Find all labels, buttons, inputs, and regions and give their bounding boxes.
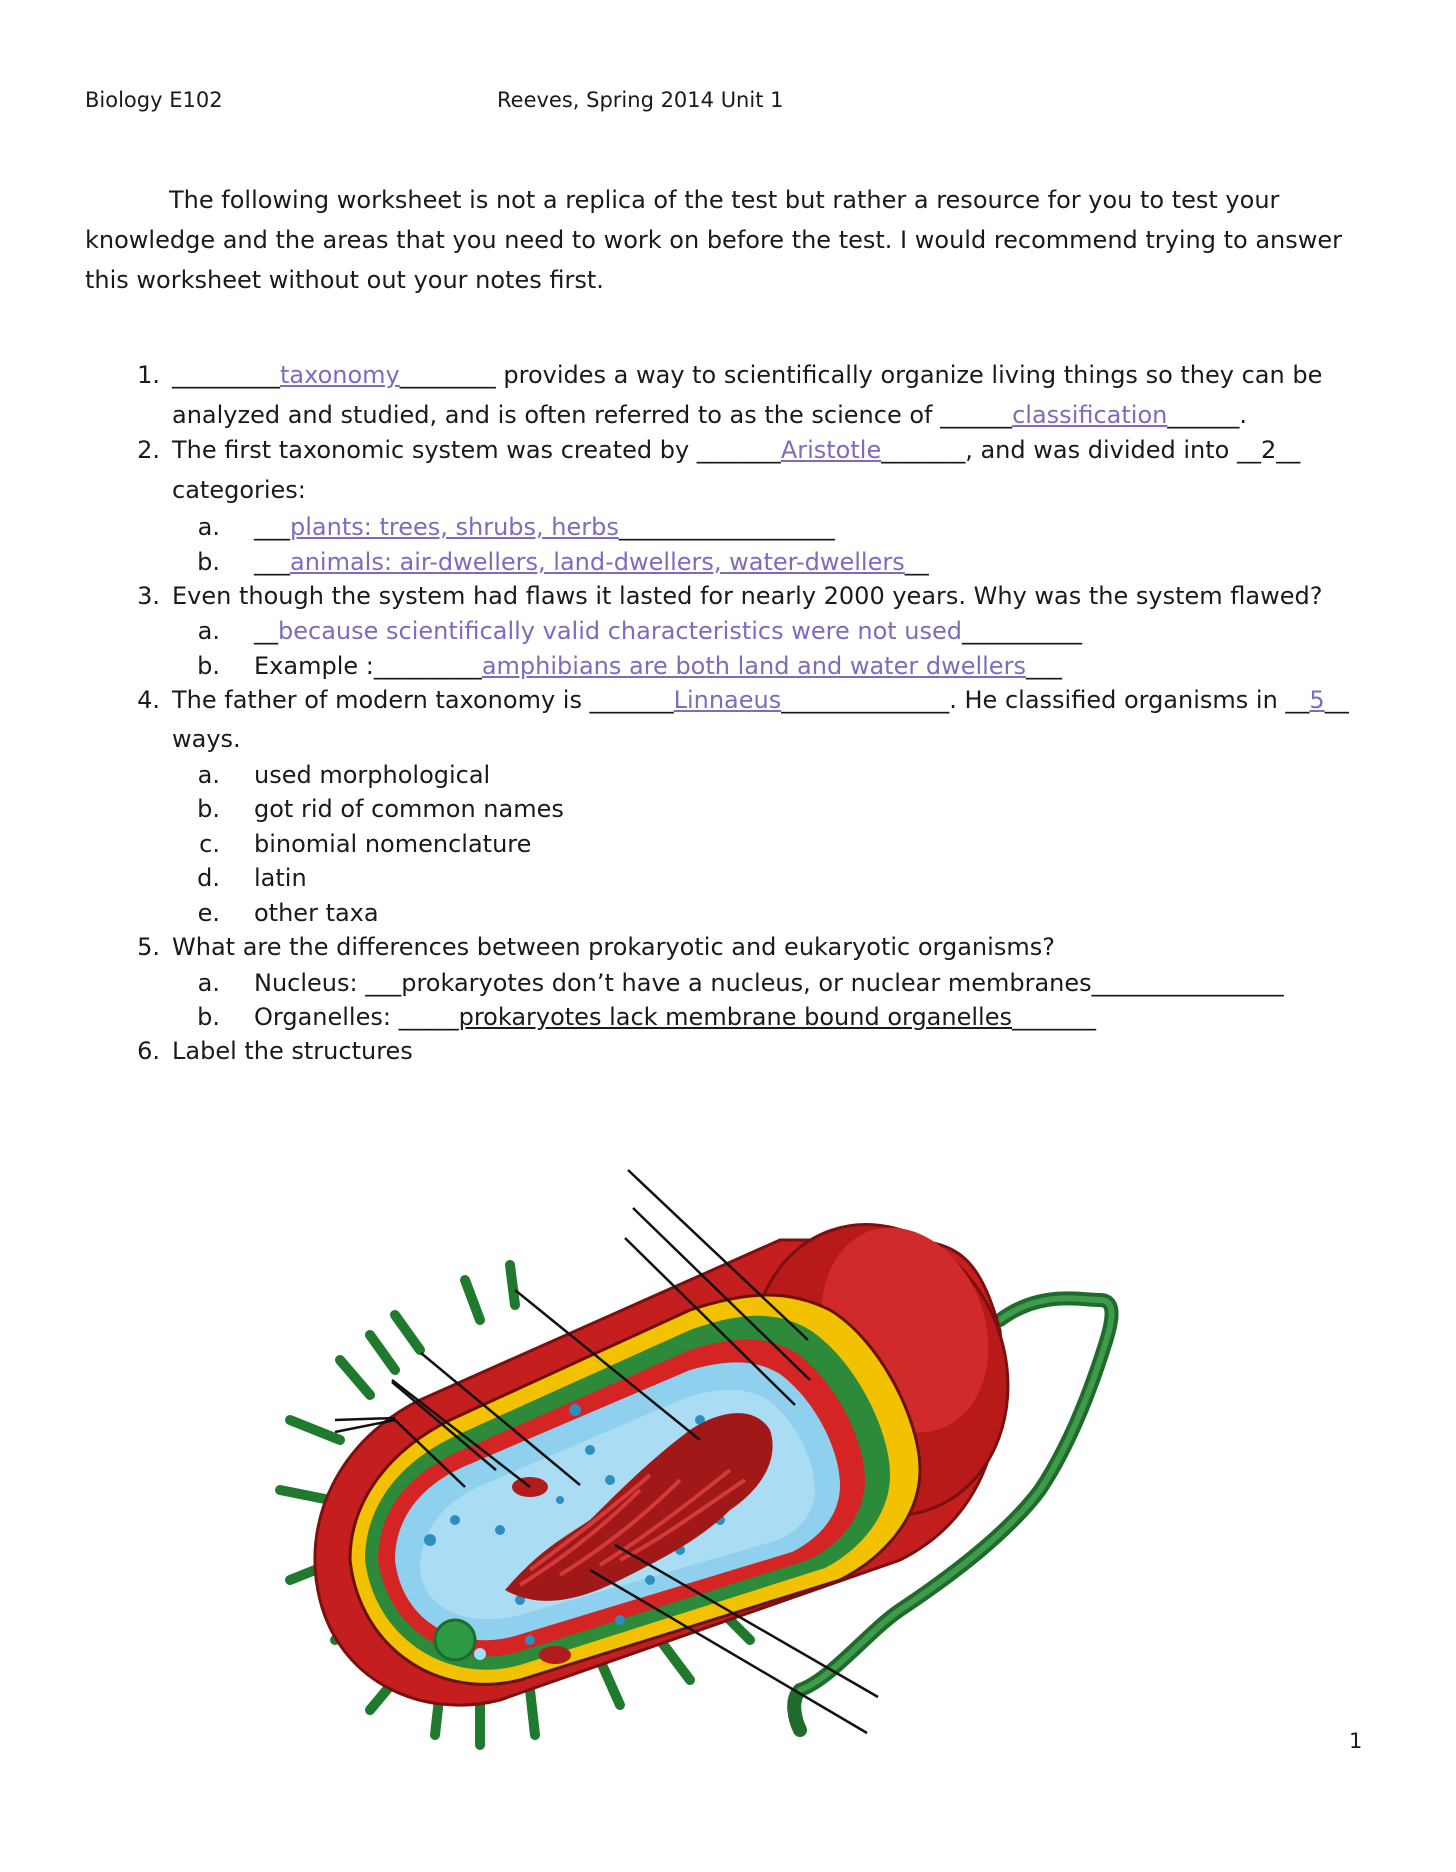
question-text: ________ provides a way to scientifically organize living things so they can be	[399, 361, 1323, 389]
question-number: 3.	[137, 582, 160, 610]
list-item: used morphological	[254, 761, 491, 789]
question-text: What are the differences between prokaryotic and eukaryotic organisms?	[172, 933, 1055, 961]
sub-label: a.	[197, 513, 220, 541]
list-item: latin	[254, 864, 307, 892]
blank: __________	[962, 617, 1083, 645]
blank: __	[254, 617, 278, 645]
intro-text: The following worksheet is not a replica of the test but rather a resource for you to test your knowledge and the areas that you need to work on before the test. I would recommend trying to answer this worksheet without out your notes first.	[85, 186, 1343, 294]
question-number: 6.	[137, 1037, 160, 1065]
sub-label: d.	[197, 864, 220, 892]
question-text: Organelles: _____	[254, 1003, 459, 1031]
question-text: Even though the system had flaws it lasted for nearly 2000 years. Why was the system flawed?	[172, 582, 1323, 610]
blank: _________	[172, 361, 280, 389]
question-4-line-2: ways.	[172, 725, 241, 753]
answer-2: 2	[1260, 436, 1277, 464]
blank: ______.	[1167, 401, 1247, 429]
blank: ___	[1025, 652, 1062, 680]
list-item: other taxa	[254, 899, 379, 927]
plasmid-dna-2	[539, 1646, 571, 1664]
answer-5: 5	[1309, 686, 1325, 714]
blank: __	[1276, 436, 1301, 464]
sub-label: a.	[197, 761, 220, 789]
question-text: Label the structures	[172, 1037, 413, 1065]
question-text: The father of modern taxonomy is _______	[172, 686, 674, 714]
blank: __________________	[618, 513, 835, 541]
question-number: 1.	[137, 361, 160, 389]
course-title: Biology E102	[85, 88, 223, 112]
answer-example: amphibians are both land and water dwellers	[481, 652, 1026, 680]
answer-classification: classification	[1012, 401, 1168, 429]
list-item: binomial nomenclature	[254, 830, 532, 858]
sub-label: e.	[197, 899, 220, 927]
answer-aristotle: Aristotle	[780, 436, 882, 464]
answer-taxonomy: taxonomy	[280, 361, 400, 389]
blank: _______	[1011, 1003, 1096, 1031]
example-label: Example :_________	[254, 652, 482, 680]
answer-animals: animals: air-dwellers, land-dwellers, water-dwellers	[290, 548, 905, 576]
sub-label: b.	[197, 652, 220, 680]
blank: __	[1324, 686, 1349, 714]
sub-label: b.	[197, 548, 220, 576]
question-text: The first taxonomic system was created by _______	[172, 436, 781, 464]
question-2-line-2: categories:	[172, 476, 306, 504]
answer-flaw: because scientifically valid characteristics were not used	[278, 617, 963, 645]
term-unit: Reeves, Spring 2014 Unit 1	[497, 88, 784, 112]
answer-organelles: prokaryotes lack membrane bound organelles	[458, 1003, 1012, 1031]
vacuole	[474, 1648, 486, 1660]
sub-label: b.	[197, 795, 220, 823]
sub-label: a.	[197, 969, 220, 997]
blank: ___	[254, 548, 290, 576]
answer-linnaeus: Linnaeus	[673, 686, 782, 714]
answer-plants: plants: trees, shrubs, herbs	[290, 513, 619, 541]
list-item: got rid of common names	[254, 795, 564, 823]
question-number: 5.	[137, 933, 160, 961]
blank: ___	[254, 513, 290, 541]
question-number: 2.	[137, 436, 160, 464]
question-number: 4.	[137, 686, 160, 714]
sub-label: c.	[199, 830, 220, 858]
plasmid	[435, 1620, 475, 1660]
question-text: analyzed and studied, and is often referred to as the science of ______	[172, 401, 1013, 429]
sub-label: b.	[197, 1003, 220, 1031]
blank: __	[904, 548, 929, 576]
page-number: 1	[1349, 1729, 1363, 1753]
sub-label: a.	[197, 617, 220, 645]
question-text: _______, and was divided into __	[881, 436, 1261, 464]
question-text: ______________. He classified organisms in __	[781, 686, 1310, 714]
answer-nucleus: Nucleus: ___prokaryotes don’t have a nucleus, or nuclear membranes________________	[254, 969, 1284, 997]
